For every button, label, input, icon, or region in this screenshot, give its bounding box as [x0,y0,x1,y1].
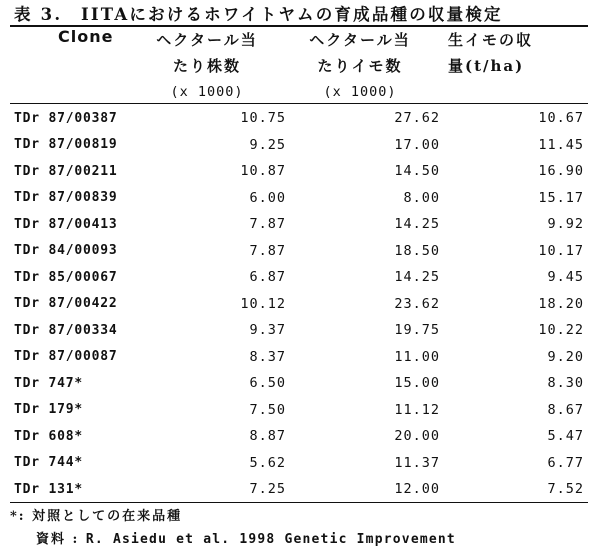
cell-tubers: 11.37 [394,454,440,471]
cell-clone: TDr 84/00093 [14,243,118,259]
cell-tubers: 23.62 [394,295,440,312]
cell-tubers: 20.00 [394,428,440,445]
cell-yield: 8.30 [547,375,584,392]
cell-tubers: 19.75 [394,322,440,339]
cell-plants: 8.87 [249,428,286,445]
table-row [14,185,584,212]
cell-plants: 6.00 [249,189,286,206]
bottom-rule [10,502,588,503]
cell-plants: 6.50 [249,375,286,392]
cell-yield: 16.90 [538,163,584,180]
cell-tubers: 27.62 [394,110,440,127]
header-tubers-line2: たりイモ数 [317,57,403,75]
cell-clone: TDr 744* [14,455,84,471]
header-plants-line2: たり株数 [172,57,241,75]
header-tubers-per-ha [285,27,435,105]
header-plants-per-ha [132,27,282,105]
table-row [14,317,584,344]
cell-plants: 5.62 [249,454,286,471]
cell-yield: 5.47 [547,428,584,445]
yield-table [14,105,584,503]
cell-plants: 10.75 [240,110,286,127]
yield-table-body [14,105,584,503]
cell-clone: TDr 131* [14,481,84,497]
header-rule [10,103,588,104]
cell-plants: 8.37 [249,348,286,365]
cell-plants: 7.87 [249,216,286,233]
cell-yield: 9.45 [547,269,584,286]
table-row [14,344,584,371]
cell-clone: TDr 87/00211 [14,163,118,179]
header-plants-line1: ヘクタール当 [156,31,258,49]
cell-tubers: 14.25 [394,216,440,233]
cell-clone: TDr 87/00387 [14,110,118,126]
cell-yield: 9.92 [547,216,584,233]
cell-clone: TDr 87/00422 [14,296,118,312]
cell-yield: 6.77 [547,454,584,471]
cell-tubers: 18.50 [394,242,440,259]
cell-tubers: 15.00 [394,375,440,392]
cell-clone: TDr 87/00839 [14,190,118,206]
cell-plants: 9.25 [249,136,286,153]
header-yield-line1: 生イモの収 [448,31,534,49]
table-row [14,211,584,238]
cell-clone: TDr 85/00067 [14,269,118,285]
cell-tubers: 11.00 [394,348,440,365]
source-text: R. Asiedu et al. 1998 Genetic Improvement [85,532,456,547]
cell-yield: 11.45 [538,136,584,153]
cell-tubers: 8.00 [403,189,440,206]
table-row [14,423,584,450]
cell-tubers: 17.00 [394,136,440,153]
cell-clone: TDr 87/00334 [14,322,118,338]
cell-yield: 10.17 [538,242,584,259]
cell-plants: 6.87 [249,269,286,286]
cell-tubers: 12.00 [394,481,440,498]
source-line [36,528,456,547]
cell-clone: TDr 87/00819 [14,137,118,153]
header-yield-line2: 量(t/ha) [448,57,525,75]
cell-plants: 7.50 [249,401,286,418]
cell-clone: TDr 608* [14,428,84,444]
cell-clone: TDr 179* [14,402,84,418]
header-tubers-unit: (x 1000) [323,84,397,100]
header-tubers-line1: ヘクタール当 [309,31,411,49]
cell-plants: 7.25 [249,481,286,498]
cell-yield: 9.20 [547,348,584,365]
table-row [14,450,584,477]
cell-plants: 10.12 [240,295,286,312]
cell-tubers: 11.12 [394,401,440,418]
cell-plants: 7.87 [249,242,286,259]
cell-clone: TDr 87/00087 [14,349,118,365]
table-row [14,238,584,265]
cell-clone: TDr 747* [14,375,84,391]
cell-yield: 10.22 [538,322,584,339]
source-label: 資料 : [36,532,80,547]
table-row [14,105,584,132]
table-row [14,291,584,318]
table-row [14,264,584,291]
table-title: 表 3. IITAにおけるホワイトヤムの育成品種の収量検定 [14,5,503,24]
header-clone: Clone [58,27,114,46]
header-fresh-yield [448,27,578,79]
table-row [14,370,584,397]
cell-yield: 8.67 [547,401,584,418]
table-row [14,476,584,503]
cell-plants: 9.37 [249,322,286,339]
cell-yield: 15.17 [538,189,584,206]
cell-yield: 18.20 [538,295,584,312]
cell-tubers: 14.25 [394,269,440,286]
header-plants-unit: (x 1000) [170,84,244,100]
table-row [14,397,584,424]
cell-plants: 10.87 [240,163,286,180]
cell-yield: 10.67 [538,110,584,127]
cell-clone: TDr 87/00413 [14,216,118,232]
cell-yield: 7.52 [547,481,584,498]
footnote: *: 対照としての在来品種 [10,509,183,524]
table-row [14,158,584,185]
cell-tubers: 14.50 [394,163,440,180]
table-row [14,132,584,159]
